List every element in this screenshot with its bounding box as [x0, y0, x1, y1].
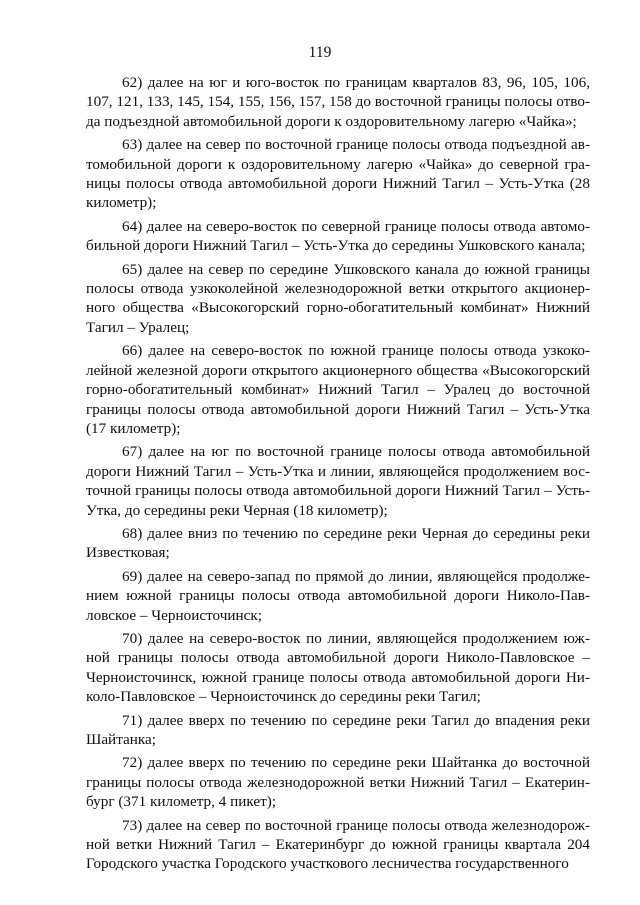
paragraph-68: 68) далее вниз по течению по середине реки Черная до середины реки Известковая; [86, 524, 590, 562]
paragraph-66: 66) далее на северо-восток по южной границе полосы отвода узкоколейной железной дороги открытого акционерного общества «Высокогорский горно-обогатительный комбинат» Нижний Тагил – Уралец до восточной границы полосы отвода автомобильной дороги Нижний Тагил – Усть-Утка (17 километр); [86, 342, 590, 437]
paragraph-63: 63) далее на север по восточной границе полосы отвода подъездной автомобильной дороги к оздоровительному лагерю «Чайка» до северной границы полосы отвода автомобильной дороги Нижний Тагил – Усть-Утка (28 километр); [86, 136, 590, 212]
paragraph-67: 67) далее на юг по восточной границе полосы отвода автомобильной дороги Нижний Тагил – Усть-Утка и линии, являющейся продолжением восточной границы полосы отвода автомобильной дороги Нижний Тагил – Усть-Утка, до середины реки Черная (18 километр); [86, 443, 590, 519]
paragraph-71: 71) далее вверх по течению по середине реки Тагил до впадения реки Шайтанка; [86, 711, 590, 748]
paragraph-69: 69) далее на северо-запад по прямой до линии, являющейся продолжением южной границы полосы отвода автомобильной дороги Николо-Павловское – Черноисточинск; [86, 567, 590, 624]
paragraph-62: 62) далее на юг и юго-восток по границам кварталов 83, 96, 105, 106, 107, 121, 133, 145, 154, 155, 156, 157, 158 до восточной границы полосы отвода подъездной автомобильной дороги к оздоровительному лагерю «Чайка»; [86, 74, 590, 130]
paragraph-72: 72) далее вверх по течению по середине реки Шайтанка до восточной границы полосы отвода железнодорожной ветки Нижний Тагил – Екатеринбург (371 километр, 4 пикет); [86, 754, 590, 811]
page-number: 119 [308, 44, 332, 61]
paragraph-73: 73) далее на север по восточной границе полосы отвода железнодорожной ветки Нижний Тагил – Екатеринбург до южной границы квартала 204 Городского участка Городского участкового лесничества государственного [86, 816, 590, 873]
paragraph-65: 65) далее на север по середине Ушковского канала до южной границы полосы отвода узкоколейной железнодорожной ветки открытого акционерного общества «Высокогорский горно-обогатительный комбинат» Нижний Тагил – Уралец; [86, 260, 590, 336]
document-body [86, 73, 590, 878]
paragraph-64: 64) далее на северо-восток по северной границе полосы отвода автомобильной дороги Нижний Тагил – Усть-Утка до середины Ушковского канала; [86, 217, 590, 255]
paragraph-70: 70) далее на северо-восток по линии, являющейся продолжением южной границы полосы отвода автомобильной дороги Николо-Павловское – Черноисточинск, южной границе полосы отвода автомобильной дороги Николо-Павловское – Черноисточинск до середины реки Тагил; [86, 629, 590, 706]
